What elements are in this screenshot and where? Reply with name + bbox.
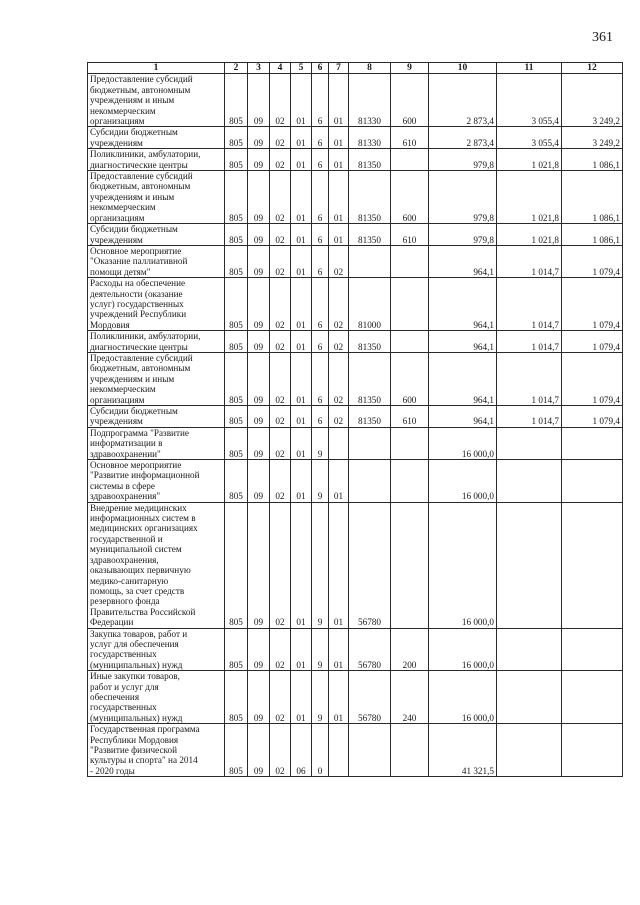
row-description: Поликлиники, амбулатории, диагностические центры — [88, 149, 225, 171]
code-cell: 805 — [225, 245, 248, 277]
code-cell: 02 — [270, 406, 291, 428]
code-cell: 01 — [329, 171, 349, 224]
amount-cell: 964,1 — [429, 352, 497, 405]
code-cell: 56780 — [349, 502, 391, 628]
code-cell — [349, 427, 391, 459]
code-cell: 01 — [291, 149, 312, 171]
code-cell: 81350 — [349, 171, 391, 224]
amount-cell: 16 000,0 — [429, 460, 497, 503]
amount-cell — [562, 724, 623, 777]
code-cell — [349, 245, 391, 277]
amount-cell: 2 873,4 — [429, 127, 497, 149]
code-cell — [391, 724, 429, 777]
row-description: Государственная программа Республики Мордовия "Развитие физической культуры и спорта" на 2014 - 2020 годы — [88, 724, 225, 777]
table-row — [88, 171, 623, 224]
code-cell: 09 — [248, 352, 270, 405]
table-row — [88, 245, 623, 277]
code-cell: 09 — [248, 671, 270, 724]
code-cell: 9 — [312, 502, 329, 628]
code-cell — [391, 245, 429, 277]
code-cell: 01 — [329, 628, 349, 671]
code-cell: 610 — [391, 406, 429, 428]
table-row — [88, 406, 623, 428]
code-cell: 6 — [312, 278, 329, 331]
code-cell: 02 — [270, 149, 291, 171]
code-cell: 02 — [270, 171, 291, 224]
column-header: 9 — [391, 63, 429, 74]
page-number: 361 — [592, 30, 613, 45]
code-cell: 02 — [329, 331, 349, 353]
code-cell: 01 — [291, 427, 312, 459]
code-cell: 01 — [329, 460, 349, 503]
code-cell: 805 — [225, 724, 248, 777]
code-cell: 01 — [291, 331, 312, 353]
amount-cell: 3 249,2 — [562, 74, 623, 127]
amount-cell — [562, 502, 623, 628]
code-cell: 01 — [291, 224, 312, 246]
amount-cell: 964,1 — [429, 278, 497, 331]
code-cell: 02 — [270, 502, 291, 628]
table-row — [88, 724, 623, 777]
code-cell: 805 — [225, 331, 248, 353]
row-description: Субсидии бюджетным учреждениям — [88, 127, 225, 149]
code-cell — [391, 278, 429, 331]
row-description: Закупка товаров, работ и услуг для обеспечения государственных (муниципальных) нужд — [88, 628, 225, 671]
code-cell: 240 — [391, 671, 429, 724]
code-cell: 01 — [291, 278, 312, 331]
code-cell: 01 — [329, 224, 349, 246]
amount-cell: 1 079,4 — [562, 331, 623, 353]
code-cell: 02 — [270, 224, 291, 246]
code-cell: 81350 — [349, 224, 391, 246]
table-row — [88, 127, 623, 149]
code-cell: 02 — [270, 74, 291, 127]
amount-cell: 1 014,7 — [497, 245, 562, 277]
table-row — [88, 331, 623, 353]
amount-cell: 41 321,5 — [429, 724, 497, 777]
row-description: Иные закупки товаров, работ и услуг для обеспечения государственных (муниципальных) нужд — [88, 671, 225, 724]
code-cell: 6 — [312, 245, 329, 277]
code-cell: 600 — [391, 74, 429, 127]
amount-cell — [497, 460, 562, 503]
code-cell: 02 — [270, 278, 291, 331]
amount-cell — [562, 671, 623, 724]
amount-cell: 16 000,0 — [429, 427, 497, 459]
code-cell: 600 — [391, 171, 429, 224]
row-description: Внедрение медицинских информационных систем в медицинских организациях государственной и муниципальной систем здравоохранения, оказывающих первичную медико-санитарную помощь, за счет средств резервного фонда Правительства Российской Федерации — [88, 502, 225, 628]
code-cell: 09 — [248, 406, 270, 428]
amount-cell: 1 079,4 — [562, 406, 623, 428]
code-cell: 81350 — [349, 352, 391, 405]
code-cell: 9 — [312, 460, 329, 503]
code-cell: 01 — [291, 74, 312, 127]
code-cell: 02 — [270, 245, 291, 277]
code-cell: 01 — [291, 502, 312, 628]
row-description: Субсидии бюджетным учреждениям — [88, 406, 225, 428]
code-cell — [391, 149, 429, 171]
code-cell: 9 — [312, 628, 329, 671]
code-cell: 01 — [329, 74, 349, 127]
code-cell: 81350 — [349, 149, 391, 171]
amount-cell: 1 086,1 — [562, 224, 623, 246]
amount-cell: 964,1 — [429, 406, 497, 428]
code-cell: 6 — [312, 171, 329, 224]
code-cell: 805 — [225, 74, 248, 127]
code-cell: 805 — [225, 171, 248, 224]
code-cell: 56780 — [349, 671, 391, 724]
code-cell: 02 — [329, 245, 349, 277]
code-cell: 600 — [391, 352, 429, 405]
code-cell: 09 — [248, 460, 270, 503]
column-header: 11 — [497, 63, 562, 74]
code-cell: 81330 — [349, 74, 391, 127]
code-cell: 805 — [225, 149, 248, 171]
amount-cell: 1 079,4 — [562, 352, 623, 405]
code-cell: 01 — [291, 628, 312, 671]
code-cell: 01 — [329, 149, 349, 171]
amount-cell: 1 014,7 — [497, 406, 562, 428]
row-description: Субсидии бюджетным учреждениям — [88, 224, 225, 246]
column-header: 4 — [270, 63, 291, 74]
amount-cell: 3 249,2 — [562, 127, 623, 149]
code-cell — [329, 427, 349, 459]
code-cell: 09 — [248, 502, 270, 628]
amount-cell: 1 014,7 — [497, 331, 562, 353]
code-cell: 81350 — [349, 406, 391, 428]
amount-cell: 1 079,4 — [562, 245, 623, 277]
amount-cell: 3 055,4 — [497, 127, 562, 149]
table-row — [88, 74, 623, 127]
amount-cell: 1 079,4 — [562, 278, 623, 331]
code-cell — [391, 502, 429, 628]
code-cell: 200 — [391, 628, 429, 671]
column-header: 1 — [88, 63, 225, 74]
code-cell: 09 — [248, 278, 270, 331]
amount-cell: 1 014,7 — [497, 278, 562, 331]
code-cell: 6 — [312, 224, 329, 246]
amount-cell: 16 000,0 — [429, 671, 497, 724]
code-cell: 01 — [291, 171, 312, 224]
amount-cell — [497, 724, 562, 777]
code-cell: 805 — [225, 628, 248, 671]
table-row — [88, 149, 623, 171]
column-header: 12 — [562, 63, 623, 74]
code-cell: 81350 — [349, 331, 391, 353]
amount-cell: 979,8 — [429, 171, 497, 224]
code-cell: 805 — [225, 406, 248, 428]
code-cell: 09 — [248, 245, 270, 277]
amount-cell: 1 021,8 — [497, 224, 562, 246]
amount-cell — [497, 628, 562, 671]
column-header: 5 — [291, 63, 312, 74]
amount-cell: 979,8 — [429, 224, 497, 246]
code-cell — [329, 724, 349, 777]
amount-cell: 16 000,0 — [429, 628, 497, 671]
code-cell: 09 — [248, 427, 270, 459]
code-cell: 02 — [270, 427, 291, 459]
code-cell: 02 — [270, 724, 291, 777]
code-cell: 805 — [225, 224, 248, 246]
code-cell: 01 — [291, 460, 312, 503]
code-cell: 01 — [329, 127, 349, 149]
amount-cell: 964,1 — [429, 331, 497, 353]
row-description: Расходы на обеспечение деятельности (оказание услуг) государственных учреждений Республики Мордовия — [88, 278, 225, 331]
amount-cell: 964,1 — [429, 245, 497, 277]
column-header: 3 — [248, 63, 270, 74]
code-cell: 09 — [248, 149, 270, 171]
code-cell: 02 — [270, 352, 291, 405]
code-cell: 01 — [291, 352, 312, 405]
code-cell: 02 — [329, 352, 349, 405]
amount-cell: 1 086,1 — [562, 171, 623, 224]
code-cell: 6 — [312, 149, 329, 171]
code-cell: 01 — [291, 406, 312, 428]
code-cell: 6 — [312, 331, 329, 353]
code-cell: 01 — [329, 671, 349, 724]
row-description: Поликлиники, амбулатории, диагностические центры — [88, 331, 225, 353]
row-description: Предоставление субсидий бюджетным, автономным учреждениям и иным некоммерческим организациям — [88, 74, 225, 127]
amount-cell: 1 086,1 — [562, 149, 623, 171]
code-cell: 06 — [291, 724, 312, 777]
amount-cell: 1 014,7 — [497, 352, 562, 405]
column-header: 8 — [349, 63, 391, 74]
code-cell: 9 — [312, 671, 329, 724]
code-cell: 01 — [329, 502, 349, 628]
code-cell: 02 — [270, 331, 291, 353]
code-cell: 09 — [248, 171, 270, 224]
table-row — [88, 352, 623, 405]
amount-cell: 1 021,8 — [497, 149, 562, 171]
code-cell: 6 — [312, 74, 329, 127]
code-cell: 01 — [291, 127, 312, 149]
amount-cell — [497, 427, 562, 459]
table-row — [88, 278, 623, 331]
code-cell: 805 — [225, 460, 248, 503]
table-row — [88, 460, 623, 503]
column-header: 2 — [225, 63, 248, 74]
header-row — [88, 63, 623, 74]
row-description: Предоставление субсидий бюджетным, автономным учреждениям и иным некоммерческим организациям — [88, 352, 225, 405]
amount-cell: 979,8 — [429, 149, 497, 171]
code-cell: 6 — [312, 127, 329, 149]
amount-cell — [562, 460, 623, 503]
code-cell — [391, 427, 429, 459]
code-cell: 09 — [248, 127, 270, 149]
code-cell: 01 — [291, 671, 312, 724]
amount-cell: 2 873,4 — [429, 74, 497, 127]
code-cell: 9 — [312, 427, 329, 459]
row-description: Предоставление субсидий бюджетным, автономным учреждениям и иным некоммерческим организациям — [88, 171, 225, 224]
table-row — [88, 628, 623, 671]
row-description: Подпрограмма "Развитие информатизации в здравоохранении" — [88, 427, 225, 459]
amount-cell: 16 000,0 — [429, 502, 497, 628]
code-cell: 0 — [312, 724, 329, 777]
table-row — [88, 671, 623, 724]
code-cell: 81330 — [349, 127, 391, 149]
code-cell: 01 — [291, 245, 312, 277]
code-cell: 02 — [270, 460, 291, 503]
code-cell: 02 — [329, 278, 349, 331]
column-header: 6 — [312, 63, 329, 74]
code-cell — [349, 460, 391, 503]
code-cell — [391, 460, 429, 503]
amount-cell — [562, 628, 623, 671]
code-cell: 09 — [248, 724, 270, 777]
row-description: Основное мероприятие "Развитие информационной системы в сфере здравоохранения" — [88, 460, 225, 503]
amount-cell — [497, 671, 562, 724]
amount-cell: 3 055,4 — [497, 74, 562, 127]
code-cell: 09 — [248, 74, 270, 127]
code-cell: 805 — [225, 671, 248, 724]
code-cell: 610 — [391, 224, 429, 246]
code-cell: 805 — [225, 278, 248, 331]
code-cell — [349, 724, 391, 777]
code-cell: 02 — [270, 127, 291, 149]
code-cell: 805 — [225, 127, 248, 149]
amount-cell — [497, 502, 562, 628]
code-cell: 02 — [329, 406, 349, 428]
code-cell: 02 — [270, 671, 291, 724]
table-row — [88, 224, 623, 246]
column-header: 10 — [429, 63, 497, 74]
code-cell: 09 — [248, 331, 270, 353]
code-cell: 610 — [391, 127, 429, 149]
code-cell: 09 — [248, 628, 270, 671]
code-cell: 805 — [225, 427, 248, 459]
table-row — [88, 427, 623, 459]
code-cell: 81000 — [349, 278, 391, 331]
code-cell: 56780 — [349, 628, 391, 671]
row-description: Основное мероприятие "Оказание паллиативной помощи детям" — [88, 245, 225, 277]
code-cell — [391, 331, 429, 353]
table-row — [88, 502, 623, 628]
amount-cell — [562, 427, 623, 459]
column-header: 7 — [329, 63, 349, 74]
amount-cell: 1 021,8 — [497, 171, 562, 224]
code-cell: 02 — [270, 628, 291, 671]
code-cell: 805 — [225, 502, 248, 628]
code-cell: 09 — [248, 224, 270, 246]
budget-table — [87, 62, 623, 777]
code-cell: 805 — [225, 352, 248, 405]
code-cell: 6 — [312, 406, 329, 428]
code-cell: 6 — [312, 352, 329, 405]
